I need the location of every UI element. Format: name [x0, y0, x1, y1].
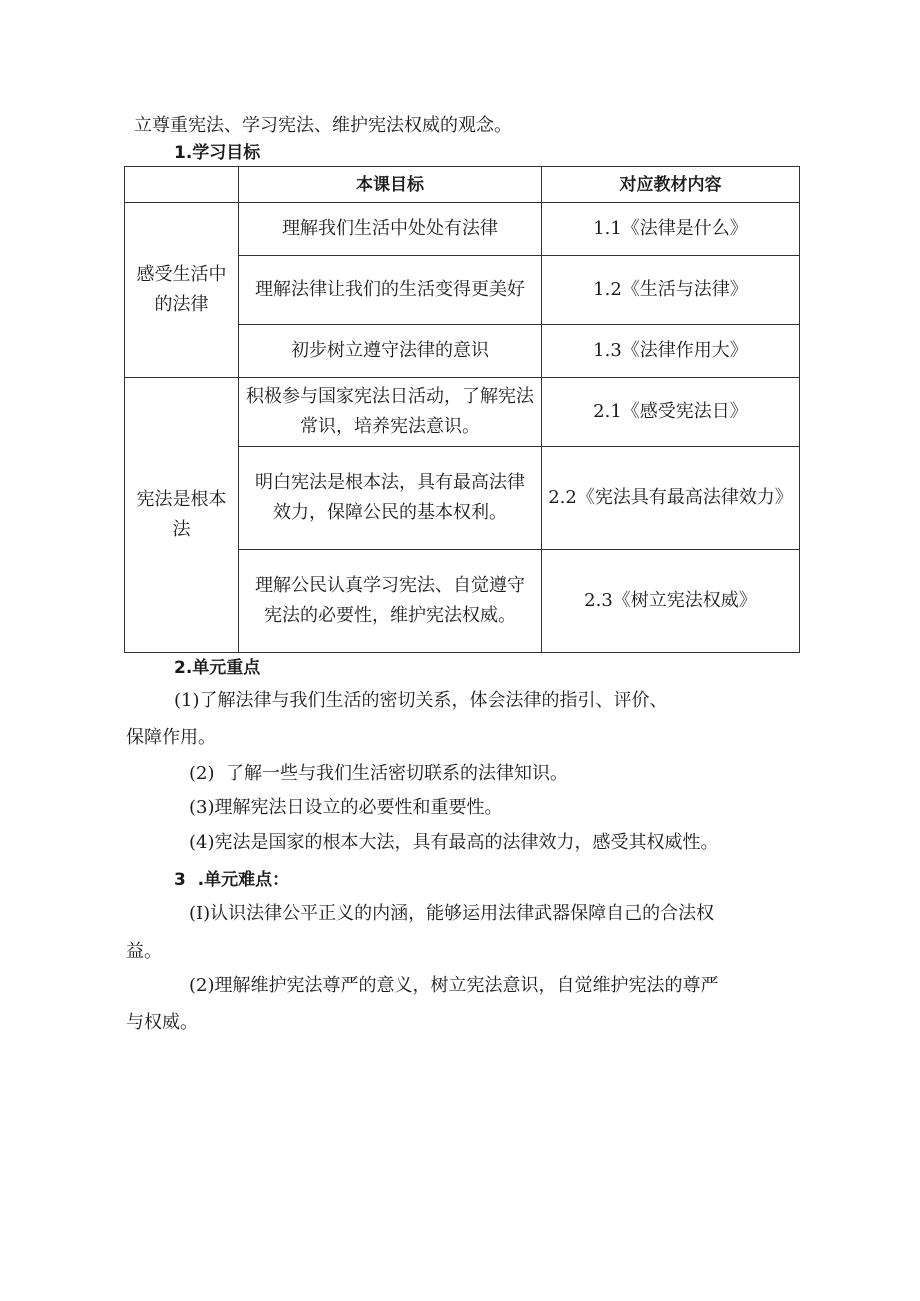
- intro-line: 立尊重宪法、学习宪法、维护宪法权威的观念。: [134, 115, 512, 136]
- section-heading-key-points: 2.单元重点: [174, 658, 261, 678]
- header-empty: [125, 167, 239, 203]
- content-cell: 2.1《感受宪法日》: [542, 378, 800, 447]
- section-heading-goals: 1.学习目标: [174, 143, 261, 163]
- table-header-row: [125, 167, 800, 203]
- list-item: (2) 了解一些与我们生活密切联系的法律知识。: [189, 763, 568, 784]
- list-item: (4)宪法是国家的根本大法，具有最高的法律效力，感受其权威性。: [189, 832, 719, 853]
- content-cell: 1.3《法律作用大》: [542, 325, 800, 378]
- list-item: (3)理解宪法日设立的必要性和重要性。: [189, 797, 503, 818]
- list-item: (2)理解维护宪法尊严的意义，树立宪法意识，自觉维护宪法的尊严: [189, 975, 719, 996]
- content-cell: 2.2《宪法具有最高法律效力》: [542, 447, 800, 550]
- group-label: 宪法是根本法: [125, 378, 239, 653]
- goal-cell: 积极参与国家宪法日活动，了解宪法常识，培养宪法意识。: [239, 378, 542, 447]
- list-item: 益。: [126, 941, 162, 962]
- content-cell: 2.3《树立宪法权威》: [542, 550, 800, 653]
- goal-cell: 初步树立遵守法律的意识: [239, 325, 542, 378]
- goal-cell: 明白宪法是根本法，具有最高法律效力，保障公民的基本权利。: [239, 447, 542, 550]
- header-goal: 本课目标: [239, 167, 542, 203]
- content-cell: 1.1《法律是什么》: [542, 203, 800, 256]
- learning-goals-table: [124, 166, 800, 653]
- goal-cell: 理解公民认真学习宪法、自觉遵守宪法的必要性，维护宪法权威。: [239, 550, 542, 653]
- list-item: (1)了解法律与我们生活的密切关系，体会法律的指引、评价、: [174, 690, 668, 711]
- section-heading-difficulties: 3 .单元难点：: [174, 870, 290, 890]
- list-item: (I)认识法律公平正义的内涵，能够运用法律武器保障自己的合法权: [189, 903, 715, 924]
- goal-cell: 理解我们生活中处处有法律: [239, 203, 542, 256]
- list-item: 与权威。: [126, 1012, 198, 1033]
- list-item: 保障作用。: [126, 727, 216, 748]
- table-row: [125, 203, 800, 256]
- header-content: 对应教材内容: [542, 167, 800, 203]
- goal-cell: 理解法律让我们的生活变得更美好: [239, 256, 542, 325]
- table-row: [125, 378, 800, 447]
- content-cell: 1.2《生活与法律》: [542, 256, 800, 325]
- group-label: 感受生活中的法律: [125, 203, 239, 378]
